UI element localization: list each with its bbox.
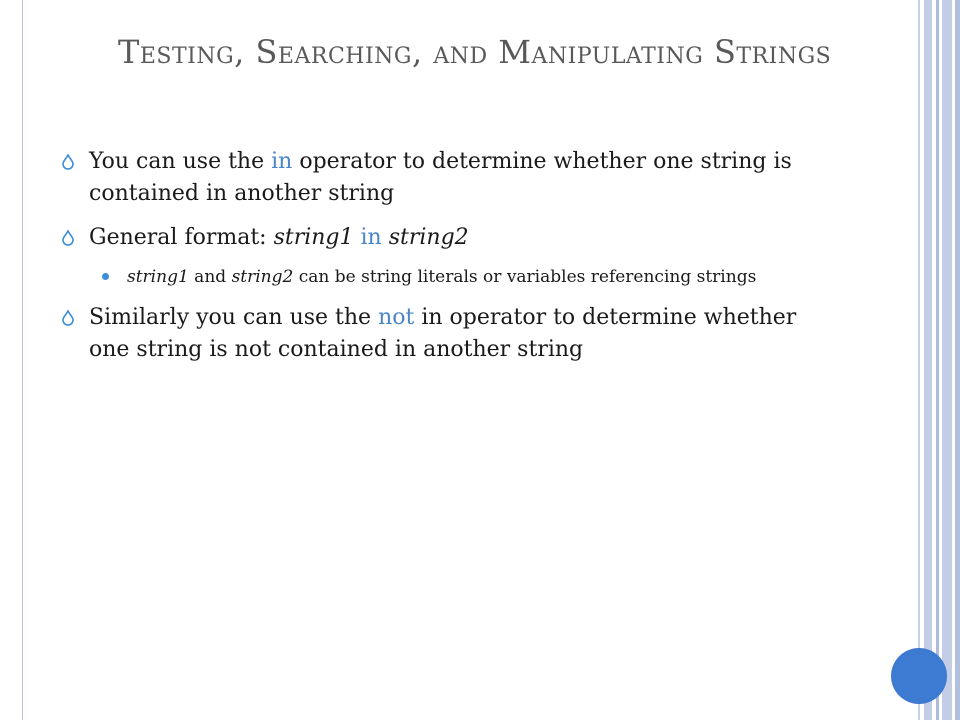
bullet-item: [60, 222, 840, 254]
right-stripe: [924, 0, 932, 720]
keyword-not: not: [378, 305, 415, 330]
outlined-drop-bullet-icon: [61, 310, 75, 326]
bullet-item: [60, 146, 840, 210]
bullet-item: [60, 302, 840, 366]
outlined-drop-bullet-icon: [61, 230, 75, 246]
keyword-in: in: [353, 225, 389, 250]
variable-string1: string1: [273, 225, 354, 250]
slide-content: [60, 146, 840, 378]
bullet-text: You can use the: [89, 149, 272, 174]
bullet-text: operator to determine whether one string is contained in another string: [89, 149, 792, 206]
bullet-text: General format:: [89, 225, 274, 250]
variable-string1: string1: [127, 267, 189, 287]
variable-string2: string2: [388, 225, 469, 250]
right-stripe: [942, 0, 952, 720]
right-stripe: [918, 0, 920, 720]
decorative-circle: [891, 648, 947, 704]
filled-dot-bullet-icon: [102, 273, 109, 280]
right-stripe: [955, 0, 960, 720]
sub-bullet-item: [60, 264, 840, 290]
bullet-text: in operator to determine whether one string is not contained in another string: [89, 305, 797, 362]
slide-title: Testing, Searching, and Manipulating Strings: [118, 33, 832, 71]
variable-string2: string2: [231, 267, 294, 287]
left-frame-line: [22, 0, 23, 720]
sub-bullet-text: can be string literals or variables referencing strings: [293, 267, 757, 287]
outlined-drop-bullet-icon: [61, 154, 75, 170]
keyword-in: in: [271, 149, 293, 174]
bullet-text: Similarly you can use the: [89, 305, 379, 330]
sub-bullet-text: and: [188, 267, 232, 287]
right-stripe: [936, 0, 939, 720]
